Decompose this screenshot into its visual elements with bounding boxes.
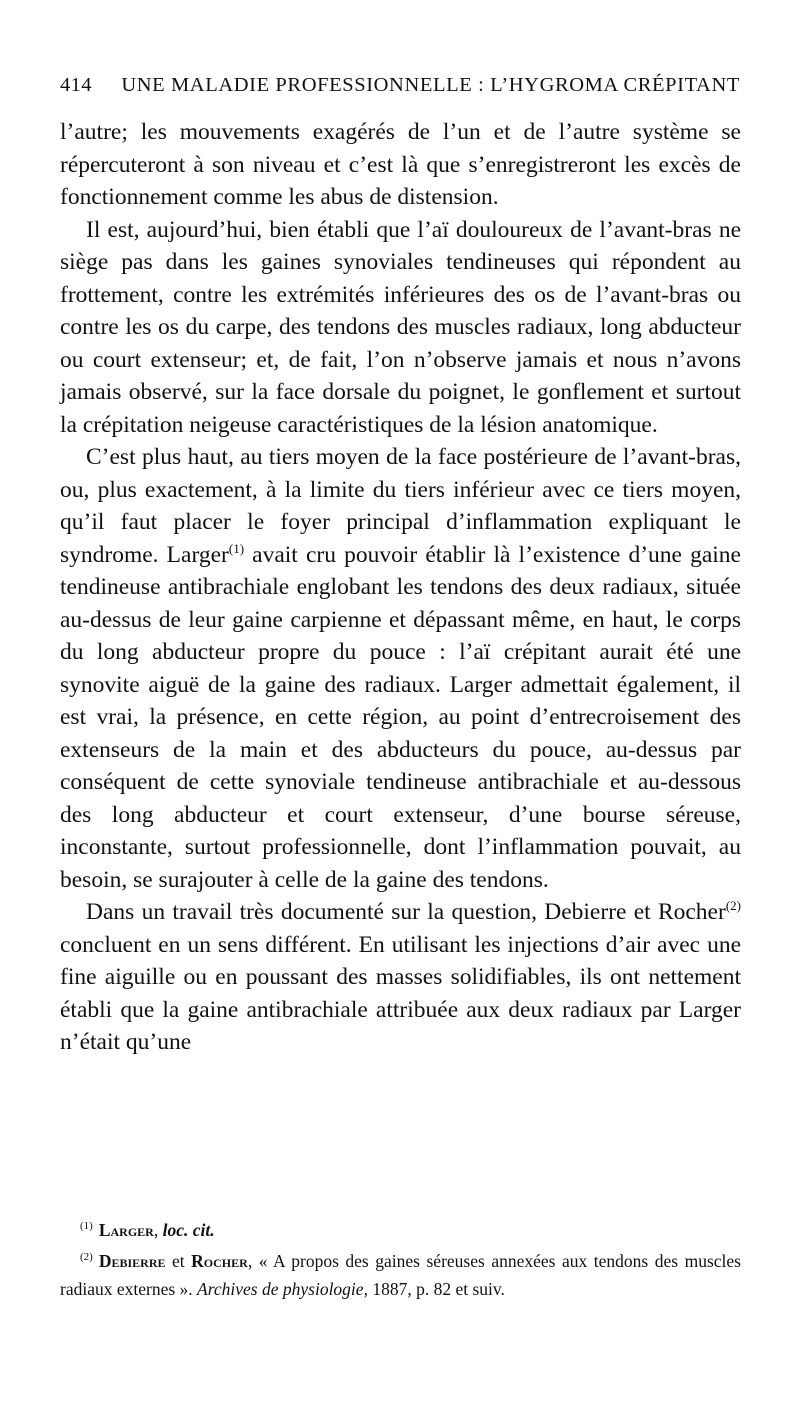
paragraph-4-text-b: concluent en un sens différent. En utilisant les injections d’air avec une fine aiguille ou en poussant des masses solidifiables, ils ont nettement établi que la gaine antibrachiale attribuée aux deux radiaux par Larger n’était qu’une: [60, 931, 741, 1055]
footnote-1-citation: loc. cit.: [162, 1220, 215, 1240]
body-text: [60, 116, 741, 1059]
footnote-reference-2[interactable]: (2): [725, 898, 741, 913]
footnote-2-joiner: et: [165, 1251, 192, 1271]
paragraph-3-text-a: C’est plus haut, au tiers moyen de la face postérieure de l’avant-bras, ou, plus exactement, à la limite du tiers inférieur avec ce tiers moyen, qu’il faut placer le foyer principal d’inflammation expliquant le syndrome. Larger: [60, 444, 741, 568]
footnote-2: [60, 1247, 741, 1303]
page-number: 414: [60, 74, 92, 96]
paragraph-3: [60, 441, 741, 896]
running-title: UNE MALADIE PROFESSIONNELLE : L’HYGROMA CRÉPITANT: [121, 74, 740, 96]
footnote-2-journal: Archives de physiologie: [197, 1279, 364, 1299]
footnote-1: [60, 1216, 741, 1244]
footnote-2-details: , 1887, p. 82 et suiv.: [363, 1279, 505, 1299]
footnote-1-marker: (1): [80, 1220, 93, 1232]
running-header: [60, 74, 740, 97]
footnote-1-separator: ,: [153, 1220, 163, 1240]
footnote-2-marker: (2): [80, 1251, 93, 1263]
paragraph-3-text-b: avait cru pouvoir établir là l’existence d’une gaine tendineuse antibrachiale englobant les tendons des deux radiaux, située au-dessus de leur gaine carpienne et dépassant même, en haut, le corps du long abducteur propre du pouce : l’aï crépitant aurait été une synovite aiguë de la gaine des radiaux. Larger admettait également, il est vrai, la présence, en cette région, au point d’entrecroisement des extenseurs de la main et des abducteurs du pouce, au-dessus par conséquent de cette synoviale tendineuse antibrachiale et au-dessous des long abducteur et court extenseur, d’une bourse séreuse, inconstante, surtout professionnelle, dont l’inflammation pouvait, au besoin, se surajouter à celle de la gaine des tendons.: [60, 541, 741, 893]
footnote-2-title: , « A propos des gaines séreuses annexées aux tendons des muscles radiaux externes ».: [60, 1251, 741, 1299]
paragraph-4: [60, 896, 741, 1059]
paragraph-2: [60, 214, 741, 442]
footnote-2-author-1: Debierre: [98, 1251, 166, 1271]
paragraph-4-text-a: Dans un travail très documenté sur la question, Debierre et Rocher: [86, 899, 726, 925]
footnote-1-author: Larger: [98, 1220, 154, 1240]
footnote-2-author-2: Rocher: [191, 1251, 248, 1271]
paragraph-1: [60, 116, 741, 214]
paragraph-2-text: Il est, aujourd’hui, bien établi que l’aï douloureux de l’avant-bras ne siège pas dans les gaines synoviales tendineuses qui répondent au frottement, contre les extrémités inférieures des os de l’avant-bras ou contre les os du carpe, des tendons des muscles radiaux, long abducteur ou court extenseur; et, de fait, l’on n’observe jamais et nous n’avons jamais observé, sur la face dorsale du poignet, le gonflement et surtout la crépitation neigeuse caractéristiques de la lésion anatomique.: [60, 216, 741, 438]
footnote-reference-1[interactable]: (1): [228, 540, 245, 556]
footnotes: [60, 1216, 741, 1306]
paragraph-1-text: l’autre; les mouvements exagérés de l’un et de l’autre système se répercuteront à son niveau et c’est là que s’enregistreront les excès de fonctionnement comme les abus de distension.: [60, 119, 741, 210]
